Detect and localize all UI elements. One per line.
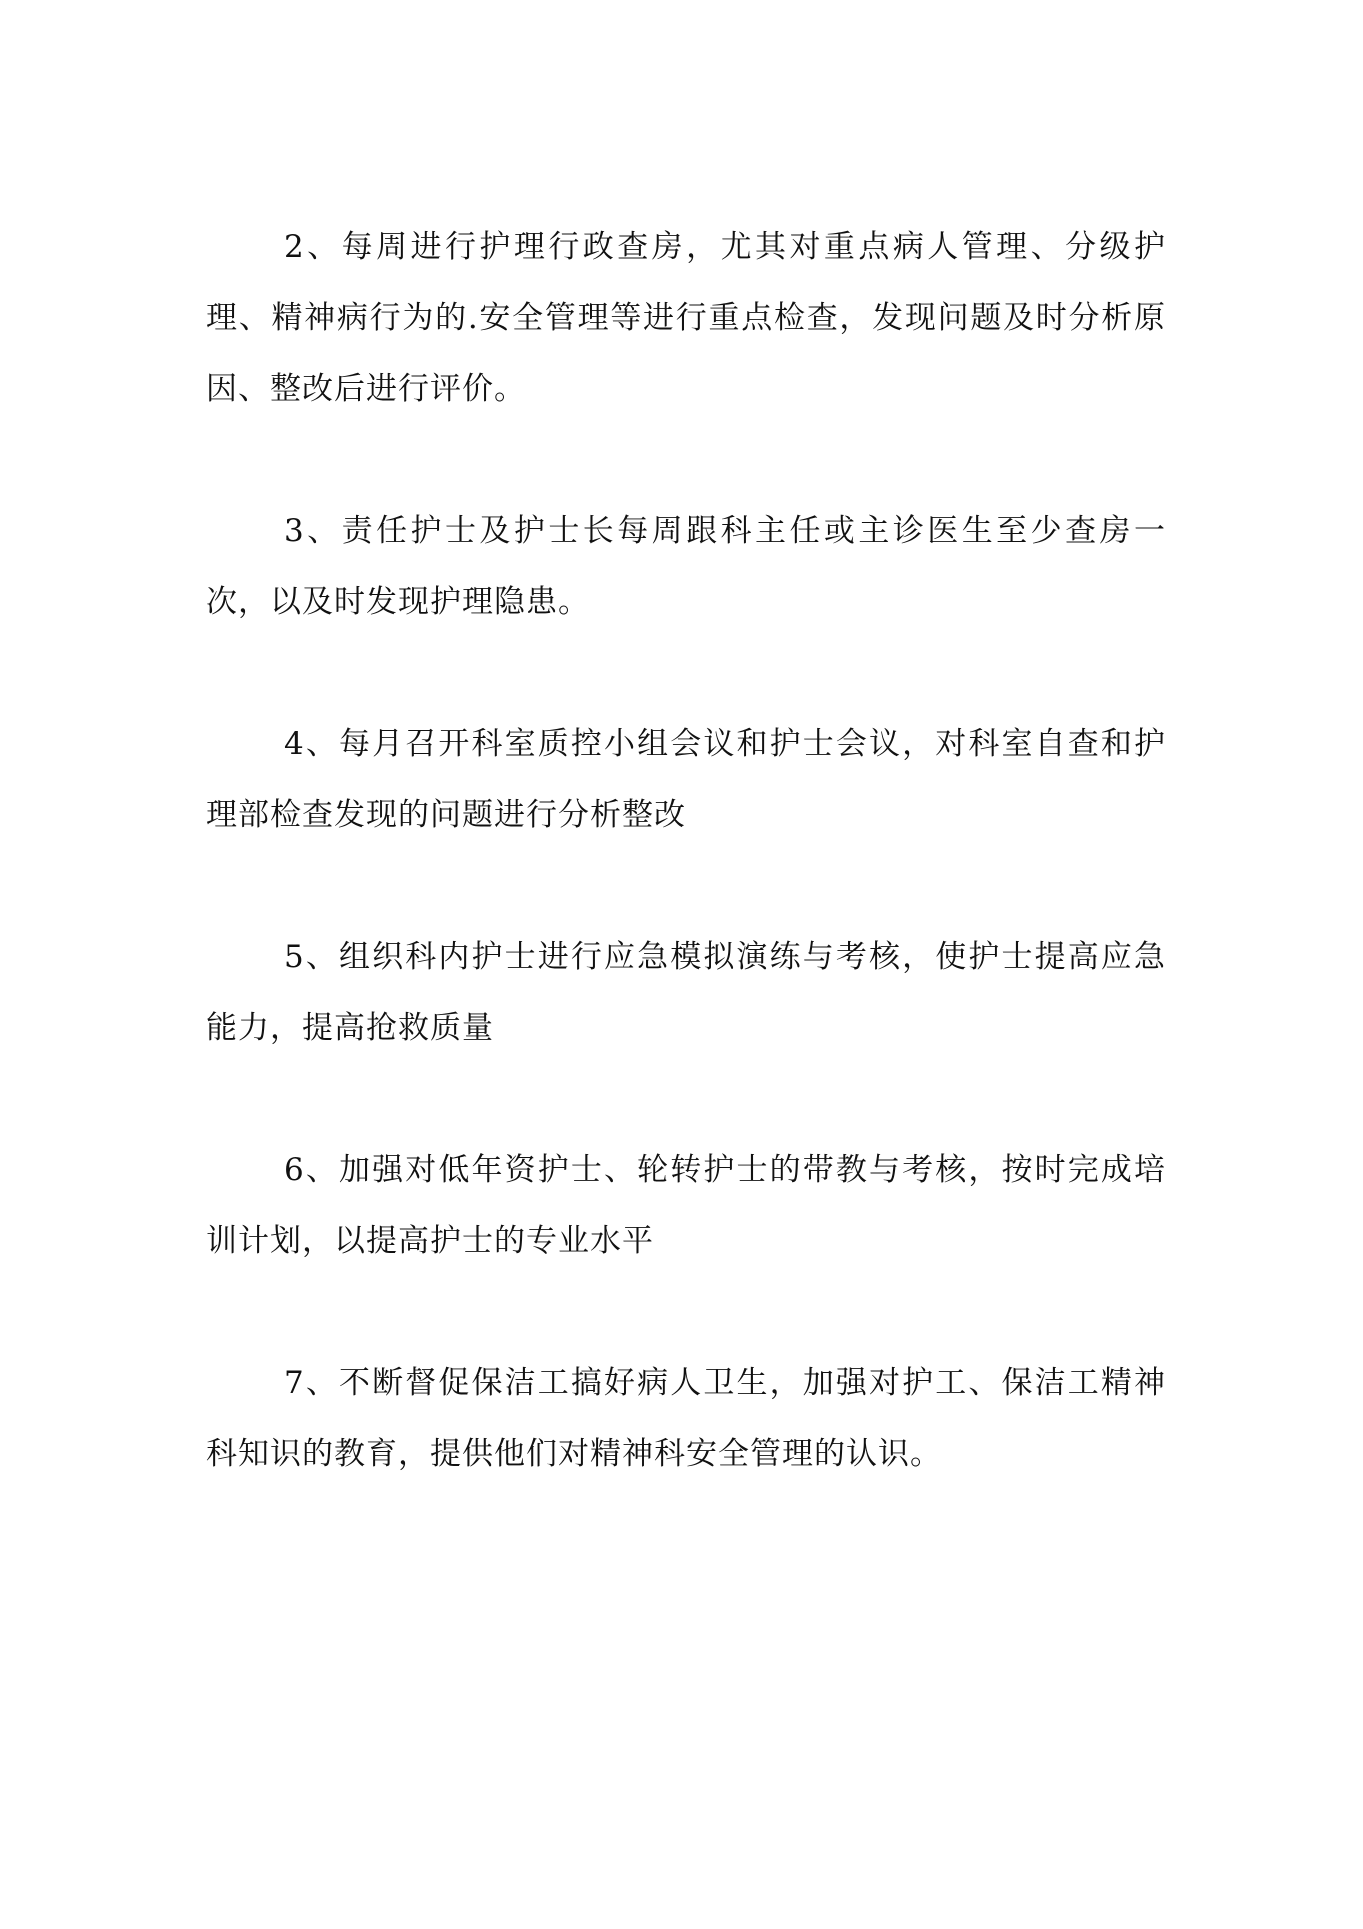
document-body: [206, 212, 1166, 1490]
paragraph-item-3: 3、责任护士及护士长每周跟科主任或主诊医生至少查房一次，以及时发现护理隐患。: [206, 513, 1166, 620]
paragraph-item-6: 6、加强对低年资护士、轮转护士的带教与考核，按时完成培训计划，以提高护士的专业水平: [206, 1152, 1166, 1259]
paragraph-item-7: 7、不断督促保洁工搞好病人卫生，加强对护工、保洁工精神科知识的教育，提供他们对精神科安全管理的认识。: [206, 1365, 1166, 1472]
paragraph-item-2: 2、每周进行护理行政查房，尤其对重点病人管理、分级护理、精神病行为的.安全管理等进行重点检查，发现问题及时分析原因、整改后进行评价。: [206, 229, 1166, 407]
paragraph-item-4: 4、每月召开科室质控小组会议和护士会议，对科室自查和护理部检查发现的问题进行分析整改: [206, 726, 1166, 833]
paragraph-item-5: 5、组织科内护士进行应急模拟演练与考核，使护士提高应急能力，提高抢救质量: [206, 939, 1166, 1046]
